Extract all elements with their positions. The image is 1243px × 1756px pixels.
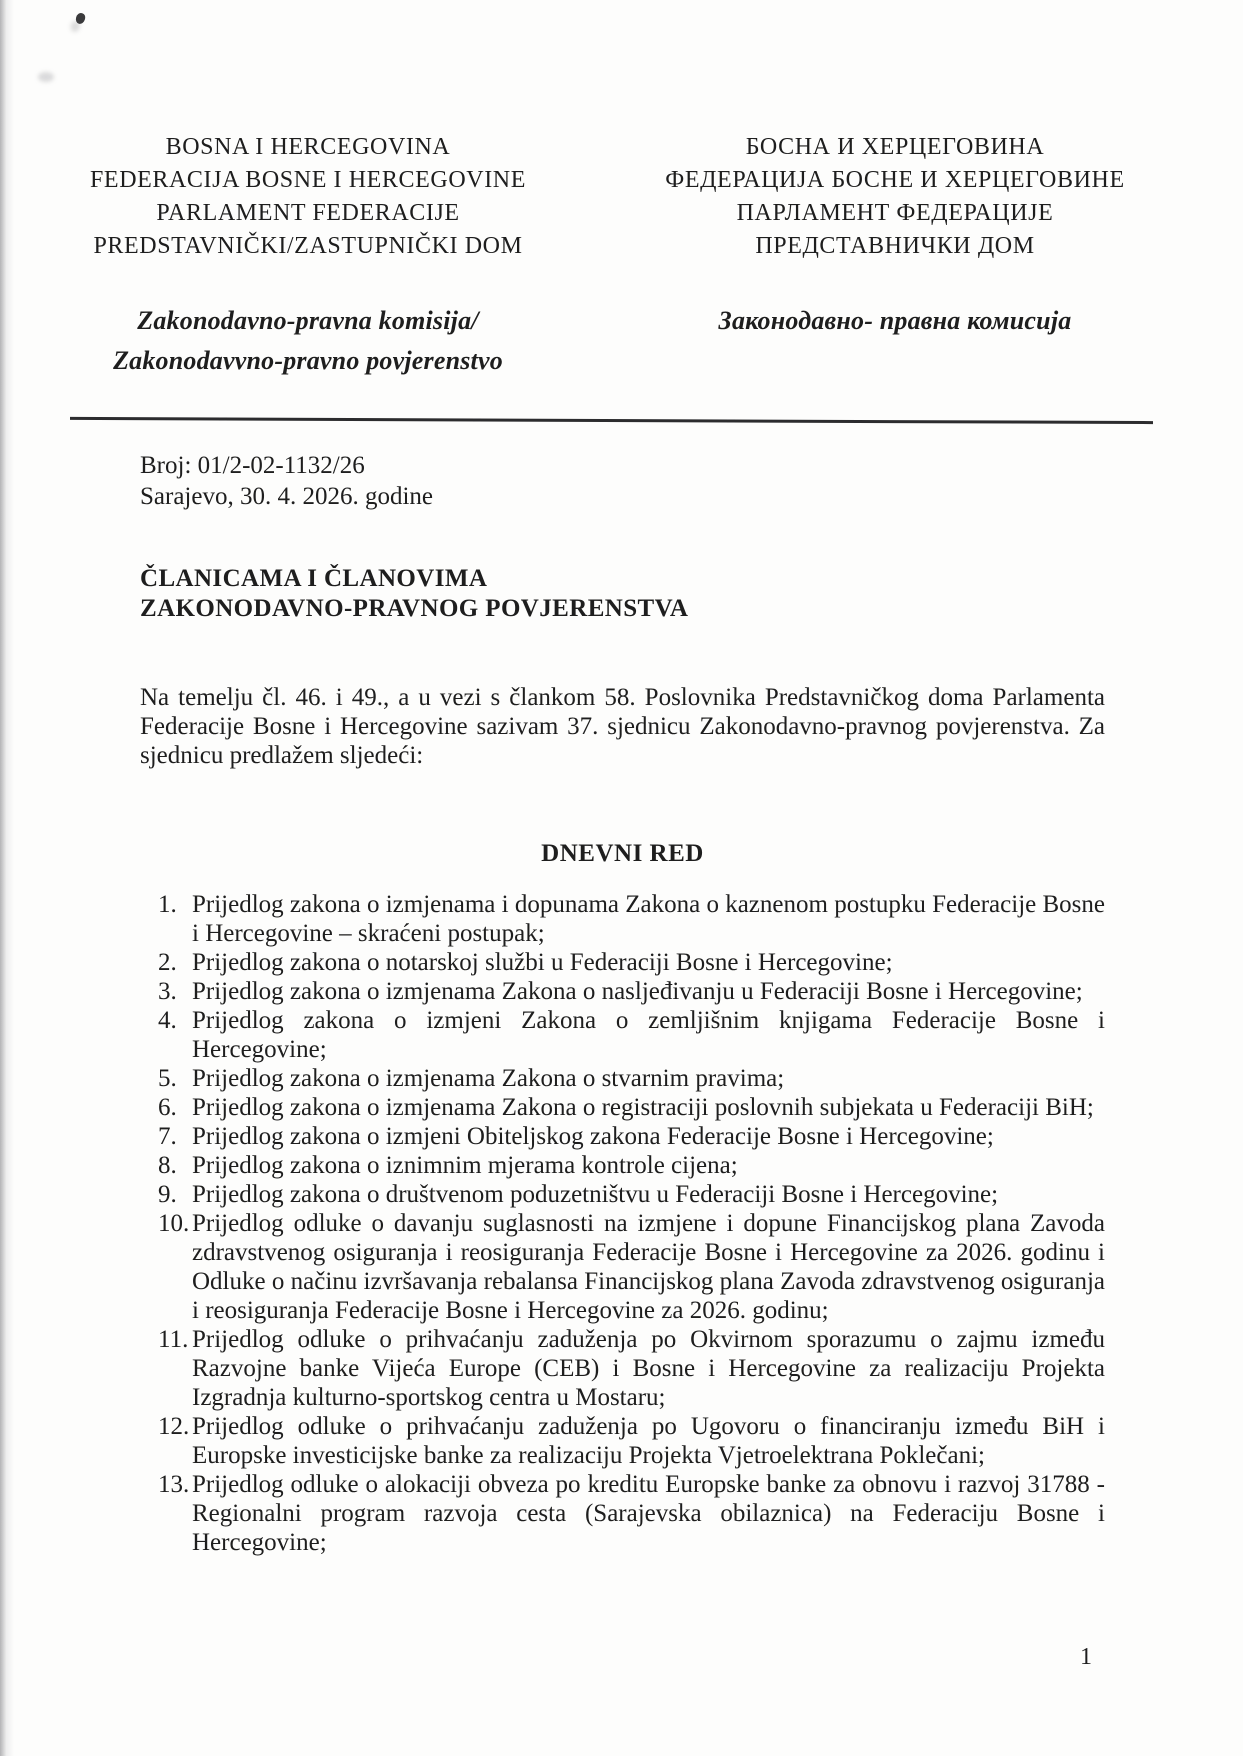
document-meta xyxy=(140,450,433,512)
header-cyrillic xyxy=(635,131,1155,341)
intro-paragraph: Na temelju čl. 46. i 49., a u vezi s člankom 58. Poslovnika Predstavničkog doma Parlamenta Federacije Bosne i Hercegovine sazivam 37. sjednicu Zakonodavno-pravnog povjerenstva. Za sjednicu predlažem sljedeći: xyxy=(140,684,1105,769)
agenda-item-1: Prijedlog zakona o izmjenama i dopunama Zakona o kaznenom postupku Federacije Bosne i Hercegovine – skraćeni postupak; xyxy=(192,891,1105,947)
agenda-item-12: Prijedlog odluke o prihvaćanju zaduženja po Ugovoru o financiranju između BiH i Europske investicijske banke za realizaciju Projekta Vjetroelektrana Poklečani; xyxy=(192,1413,1105,1469)
header-latin-line-4: PREDSTAVNIČKI/ZASTUPNIČKI DOM xyxy=(93,233,523,259)
agenda-title: DNEVNI RED xyxy=(541,840,704,867)
header-cyrillic-line-3: ПАРЛАМЕНТ ФЕДЕРАЦИЈЕ xyxy=(736,200,1054,226)
agenda-list xyxy=(140,890,1105,1557)
committee-cyrillic-line-1: Законодавно- правна комисија xyxy=(718,306,1072,335)
agenda-item-2: Prijedlog zakona o notarskoj službi u Federaciji Bosne i Hercegovine; xyxy=(192,949,893,976)
agenda-item-4: Prijedlog zakona o izmjeni Zakona o zemljišnim knjigama Federacije Bosne i Hercegovine; xyxy=(192,1007,1105,1063)
header-cyrillic-line-2: ФЕДЕРАЦИЈА БОСНЕ И ХЕРЦЕГОВИНЕ xyxy=(665,167,1125,193)
addressee-line-2: ZAKONODAVNO-PRAVNOG POVJERENSTVA xyxy=(140,595,689,622)
agenda-item-3: Prijedlog zakona o izmjenama Zakona o nasljeđivanju u Federaciji Bosne i Hercegovine; xyxy=(192,978,1083,1005)
scan-edge-shadow xyxy=(0,0,14,1756)
header-cyrillic-line-1: БОСНА И ХЕРЦЕГОВИНА xyxy=(745,134,1045,160)
committee-latin-line-1: Zakonodavno-pravna komisija/ xyxy=(137,306,479,335)
committee-cyrillic xyxy=(635,301,1155,341)
agenda-item-13: Prijedlog odluke o alokaciji obveza po kreditu Europske banke za obnovu i razvoj 31788 - Regionalni program razvoja cesta (Sarajevska obilaznica) na Federaciju Bosne i Hercegovine; xyxy=(192,1471,1105,1556)
agenda-item-8: Prijedlog zakona o iznimnim mjerama kontrole cijena; xyxy=(192,1152,738,1179)
header-cyrillic-line-4: ПРЕДСТАВНИЧКИ ДОМ xyxy=(755,233,1035,259)
header-divider xyxy=(70,417,1153,424)
staple-mark xyxy=(75,12,87,25)
place-and-date: Sarajevo, 30. 4. 2026. godine xyxy=(140,483,434,510)
addressee-heading xyxy=(140,564,688,624)
agenda-item-11: Prijedlog odluke o prihvaćanju zaduženja po Okvirnom sporazumu o zajmu između Razvojne banke Vijeća Europe (CEB) i Bosne i Hercegovine za realizaciju Projekta Izgradnja kulturno-sportskog centra u Mostaru; xyxy=(192,1326,1105,1411)
agenda-item-5: Prijedlog zakona o izmjenama Zakona o stvarnim pravima; xyxy=(192,1065,785,1092)
agenda-item-6: Prijedlog zakona o izmjenama Zakona o registraciji poslovnih subjekata u Federaciji BiH; xyxy=(192,1094,1094,1121)
scan-smudge xyxy=(38,72,54,82)
header-latin xyxy=(88,131,528,381)
agenda-item-7: Prijedlog zakona o izmjeni Obiteljskog zakona Federacije Bosne i Hercegovine; xyxy=(192,1123,994,1150)
agenda-item-9: Prijedlog zakona o društvenom poduzetništvu u Federaciji Bosne i Hercegovine; xyxy=(192,1181,999,1208)
header-latin-line-1: BOSNA I HERCEGOVINA xyxy=(165,134,451,160)
committee-latin-line-2: Zakonodavvno-pravno povjerenstvo xyxy=(113,346,503,375)
reference-number: Broj: 01/2-02-1132/26 xyxy=(140,452,365,479)
header-latin-line-2: FEDERACIJA BOSNE I HERCEGOVINE xyxy=(89,167,526,193)
committee-latin xyxy=(88,301,528,381)
addressee-line-1: ČLANICAMA I ČLANOVIMA xyxy=(140,565,488,592)
page-number: 1 xyxy=(1080,1644,1092,1670)
agenda-item-10: Prijedlog odluke o davanju suglasnosti na izmjene i dopune Financijskog plana Zavoda zdravstvenog osiguranja i reosiguranja Federacije Bosne i Hercegovine za 2026. godinu i Odluke o načinu izvršavanja rebalansa Financijskog plana Zavoda zdravstvenog osiguranja i reosiguranja Federacije Bosne i Hercegovine za 2026. godinu; xyxy=(192,1210,1105,1324)
header-latin-line-3: PARLAMENT FEDERACIJE xyxy=(156,200,460,226)
